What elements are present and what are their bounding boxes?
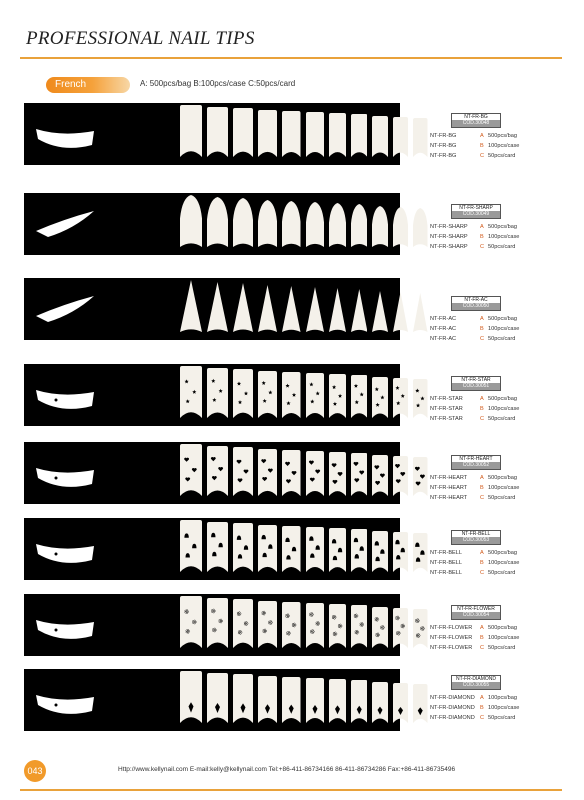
side-view-tip <box>34 292 96 328</box>
sku-name: NT-FR-FLOWER <box>430 645 473 651</box>
nail-tip <box>282 602 301 648</box>
nail-tip <box>372 455 388 496</box>
page-number: 043 <box>24 760 46 782</box>
sku-qty: 50pcs/card <box>488 416 516 422</box>
sku-letter: C <box>480 336 485 342</box>
sku-name: NT-FR-BG <box>430 153 457 159</box>
nail-tip <box>207 368 228 418</box>
sku-name: NT-FR-AC <box>430 316 457 322</box>
sku-qty: 100pcs/case <box>488 560 520 566</box>
sku-name: NT-FR-SHARP <box>430 244 468 250</box>
sku-line <box>430 645 516 651</box>
product-name: NT-FR-AC <box>452 297 500 303</box>
sku-name: NT-FR-HEART <box>430 475 468 481</box>
sku-line <box>430 396 517 402</box>
sku-qty: 50pcs/card <box>488 244 516 250</box>
nail-tip <box>351 605 368 648</box>
sku-letter: B <box>480 406 484 412</box>
product-code: COD.30048 <box>452 120 500 127</box>
sku-qty: 100pcs/case <box>488 485 520 491</box>
product-row-nt-fr-heart <box>24 442 400 504</box>
product-name: NT-FR-FLOWER <box>452 606 500 612</box>
nail-tip <box>207 446 228 496</box>
page-title: PROFESSIONAL NAIL TIPS <box>26 28 255 49</box>
side-view-tip <box>34 207 96 243</box>
footer-contact: Http://www.kellynail.com E-mail:kelly@kellynail.com Tel:+86-411-86734166 86-411-86734286 Fax:+86-411-86735496 <box>118 766 456 773</box>
side-view-tip <box>34 378 96 414</box>
sku-name: NT-FR-HEART <box>430 495 468 501</box>
sku-qty: 100pcs/case <box>488 406 520 412</box>
nail-tip <box>282 677 301 723</box>
product-code-box <box>451 113 501 128</box>
sku-letter: B <box>480 143 484 149</box>
nail-tip <box>329 113 346 157</box>
sku-line <box>430 475 517 481</box>
sku-qty: 100pcs/case <box>488 234 520 240</box>
nail-tip <box>413 208 428 247</box>
sku-line <box>430 695 517 701</box>
sku-qty: 500pcs/bag <box>488 396 517 402</box>
sku-name: NT-FR-STAR <box>430 416 463 422</box>
sku-line <box>430 133 517 139</box>
nail-tip <box>233 599 253 648</box>
sku-letter: C <box>480 495 485 501</box>
sku-qty: 100pcs/case <box>488 143 520 149</box>
nail-tip <box>351 289 368 332</box>
nail-tip <box>351 453 368 496</box>
nail-tip <box>306 202 324 247</box>
sku-name: NT-FR-FLOWER <box>430 635 473 641</box>
product-row-nt-fr-star <box>24 364 400 426</box>
sku-line <box>430 550 517 556</box>
sku-line <box>430 560 520 566</box>
nail-tip <box>306 527 324 572</box>
sku-qty: 500pcs/bag <box>488 224 517 230</box>
sku-letter: A <box>480 396 484 402</box>
nail-tip <box>207 282 228 332</box>
sku-qty: 50pcs/card <box>488 645 516 651</box>
nail-tip <box>393 292 408 332</box>
product-code: COD.30049 <box>452 211 500 218</box>
nail-tip <box>413 293 428 332</box>
nail-tip <box>282 450 301 496</box>
nail-tip <box>413 533 428 572</box>
sku-line <box>430 316 517 322</box>
sku-name: NT-FR-DIAMOND <box>430 705 475 711</box>
nail-tip <box>282 372 301 418</box>
nail-tip <box>372 531 388 572</box>
nail-tip <box>233 198 253 247</box>
sku-line <box>430 244 516 250</box>
sku-line <box>430 495 516 501</box>
footer-rule <box>20 789 562 791</box>
nail-tip <box>233 369 253 418</box>
product-row-nt-fr-ac <box>24 278 400 340</box>
product-code-box <box>451 376 501 391</box>
nail-tip <box>233 108 253 157</box>
product-name: NT-FR-SHARP <box>452 205 500 211</box>
nail-tip <box>329 288 346 332</box>
sku-name: NT-FR-FLOWER <box>430 625 473 631</box>
category-label: French <box>55 79 87 90</box>
sku-name: NT-FR-SHARP <box>430 234 468 240</box>
nail-tip <box>258 371 277 418</box>
sku-qty: 50pcs/card <box>488 495 516 501</box>
title-rule <box>20 57 562 59</box>
sku-line <box>430 715 516 721</box>
sku-line <box>430 705 520 711</box>
sku-qty: 500pcs/bag <box>488 625 517 631</box>
nail-tip <box>372 607 388 648</box>
nail-tip <box>351 529 368 572</box>
sku-letter: C <box>480 645 485 651</box>
nail-tip <box>393 608 408 648</box>
sku-line <box>430 635 520 641</box>
nail-tip <box>372 291 388 332</box>
nail-tip <box>207 598 228 648</box>
sku-letter: C <box>480 244 485 250</box>
nail-tip <box>372 206 388 247</box>
product-code-box <box>451 204 501 219</box>
nail-tip <box>329 604 346 648</box>
sku-qty: 50pcs/card <box>488 336 516 342</box>
sku-line <box>430 326 520 332</box>
nail-tip <box>413 457 428 496</box>
nail-tip <box>180 671 202 723</box>
nail-tip <box>180 444 202 496</box>
nail-tip <box>393 456 408 496</box>
sku-name: NT-FR-BG <box>430 133 457 139</box>
nail-tip <box>282 526 301 572</box>
sku-line <box>430 336 516 342</box>
nail-tip <box>180 366 202 418</box>
nail-tip <box>207 107 228 157</box>
sku-letter: A <box>480 475 484 481</box>
nail-tip <box>233 523 253 572</box>
side-view-tip <box>34 532 96 568</box>
sku-letter: A <box>480 316 484 322</box>
side-view-tip <box>34 683 96 719</box>
sku-name: NT-FR-DIAMOND <box>430 715 475 721</box>
product-row-nt-fr-diamond <box>24 669 400 731</box>
sku-qty: 50pcs/card <box>488 715 516 721</box>
product-row-nt-fr-flower <box>24 594 400 656</box>
sku-qty: 500pcs/bag <box>488 316 517 322</box>
product-code: COD.30051 <box>452 383 500 390</box>
nail-tip <box>329 528 346 572</box>
nail-tip <box>233 283 253 332</box>
nail-tip <box>372 377 388 418</box>
nail-tip <box>413 118 428 157</box>
product-name: NT-FR-STAR <box>452 377 500 383</box>
product-code-box <box>451 530 501 545</box>
nail-tip <box>329 452 346 496</box>
nail-tip <box>233 447 253 496</box>
nail-tip <box>351 680 368 723</box>
nail-tip <box>258 110 277 157</box>
sku-line <box>430 143 520 149</box>
nail-tip <box>306 373 324 418</box>
sku-qty: 100pcs/case <box>488 635 520 641</box>
nail-tip <box>282 201 301 247</box>
nail-tip <box>393 683 408 723</box>
sku-line <box>430 625 517 631</box>
sku-qty: 100pcs/case <box>488 705 520 711</box>
nail-tip <box>258 601 277 648</box>
category-tab-french <box>46 77 130 93</box>
sku-name: NT-FR-BELL <box>430 570 463 576</box>
sku-name: NT-FR-HEART <box>430 485 468 491</box>
sku-qty: 500pcs/bag <box>488 550 517 556</box>
nail-tip <box>180 105 202 157</box>
sku-name: NT-FR-SHARP <box>430 224 468 230</box>
side-view-tip <box>34 456 96 492</box>
nail-tip <box>207 673 228 723</box>
sku-name: NT-FR-AC <box>430 326 457 332</box>
nail-tip <box>372 116 388 157</box>
nail-tip <box>258 200 277 247</box>
sku-letter: C <box>480 570 485 576</box>
nail-tip <box>258 525 277 572</box>
sku-qty: 100pcs/case <box>488 326 520 332</box>
sku-line <box>430 224 517 230</box>
sku-name: NT-FR-BELL <box>430 560 463 566</box>
nail-tip <box>233 674 253 723</box>
sku-qty: 50pcs/card <box>488 153 516 159</box>
sku-letter: A <box>480 695 484 701</box>
nail-tip <box>306 678 324 723</box>
sku-name: NT-FR-DIAMOND <box>430 695 475 701</box>
product-code: COD.30050 <box>452 303 500 310</box>
nail-tip <box>329 203 346 247</box>
nail-tip <box>351 204 368 247</box>
product-code: COD.30054 <box>452 612 500 619</box>
sku-qty: 100pcs/bag <box>488 695 517 701</box>
nail-tip <box>329 679 346 723</box>
product-code: COD.30053 <box>452 537 500 544</box>
sku-name: NT-FR-BG <box>430 143 457 149</box>
sku-qty: 50pcs/card <box>488 570 516 576</box>
sku-qty: 500pcs/bag <box>488 133 517 139</box>
sku-name: NT-FR-AC <box>430 336 457 342</box>
nail-tip <box>180 280 202 332</box>
sku-letter: A <box>480 133 484 139</box>
product-row-nt-fr-bell <box>24 518 400 580</box>
nail-tip <box>413 684 428 723</box>
nail-tip <box>282 111 301 157</box>
nail-tip <box>306 451 324 496</box>
nail-tip <box>306 603 324 648</box>
sku-name: NT-FR-STAR <box>430 406 463 412</box>
nail-tip <box>393 532 408 572</box>
product-code: COD.30052 <box>452 462 500 469</box>
nail-tip <box>351 375 368 418</box>
product-name: NT-FR-HEART <box>452 456 500 462</box>
nail-tip <box>258 285 277 332</box>
nail-tip <box>180 520 202 572</box>
nail-tip <box>282 286 301 332</box>
nail-tip <box>258 676 277 723</box>
nail-tip <box>180 195 202 247</box>
side-view-tip <box>34 608 96 644</box>
product-name: NT-FR-DIAMOND <box>452 676 500 682</box>
product-code-box <box>451 455 501 470</box>
product-row-nt-fr-sharp <box>24 193 400 255</box>
sku-letter: C <box>480 416 485 422</box>
sku-qty: 500pcs/bag <box>488 475 517 481</box>
nail-tip <box>306 287 324 332</box>
sku-line <box>430 570 516 576</box>
nail-tip <box>180 596 202 648</box>
sku-letter: C <box>480 715 485 721</box>
sku-letter: C <box>480 153 485 159</box>
product-name: NT-FR-BELL <box>452 531 500 537</box>
nail-tip <box>393 378 408 418</box>
sku-letter: B <box>480 560 484 566</box>
sku-letter: B <box>480 234 484 240</box>
sku-letter: A <box>480 625 484 631</box>
sku-letter: A <box>480 550 484 556</box>
sku-line <box>430 234 520 240</box>
side-view-tip <box>34 117 96 153</box>
nail-tip <box>258 449 277 496</box>
nail-tip <box>207 522 228 572</box>
nail-tip <box>207 197 228 247</box>
nail-tip <box>372 682 388 723</box>
sku-letter: B <box>480 705 484 711</box>
sku-line <box>430 416 516 422</box>
nail-tip <box>306 112 324 157</box>
sku-line <box>430 485 520 491</box>
sku-letter: B <box>480 326 484 332</box>
sku-name: NT-FR-BELL <box>430 550 463 556</box>
product-code-box <box>451 296 501 311</box>
product-code-box <box>451 675 501 690</box>
sku-name: NT-FR-STAR <box>430 396 463 402</box>
nail-tip <box>393 207 408 247</box>
sku-letter: B <box>480 485 484 491</box>
packaging-legend: A: 500pcs/bag B:100pcs/case C:50pcs/card <box>140 79 296 88</box>
nail-tip <box>413 379 428 418</box>
sku-letter: B <box>480 635 484 641</box>
sku-letter: A <box>480 224 484 230</box>
nail-tip <box>413 609 428 648</box>
product-code: COD.30055 <box>452 682 500 689</box>
nail-tip <box>393 117 408 157</box>
sku-line <box>430 406 520 412</box>
product-row-nt-fr-bg <box>24 103 400 165</box>
product-name: NT-FR-BG <box>452 114 500 120</box>
nail-tip <box>351 114 368 157</box>
sku-line <box>430 153 516 159</box>
nail-tip <box>329 374 346 418</box>
product-code-box <box>451 605 501 620</box>
